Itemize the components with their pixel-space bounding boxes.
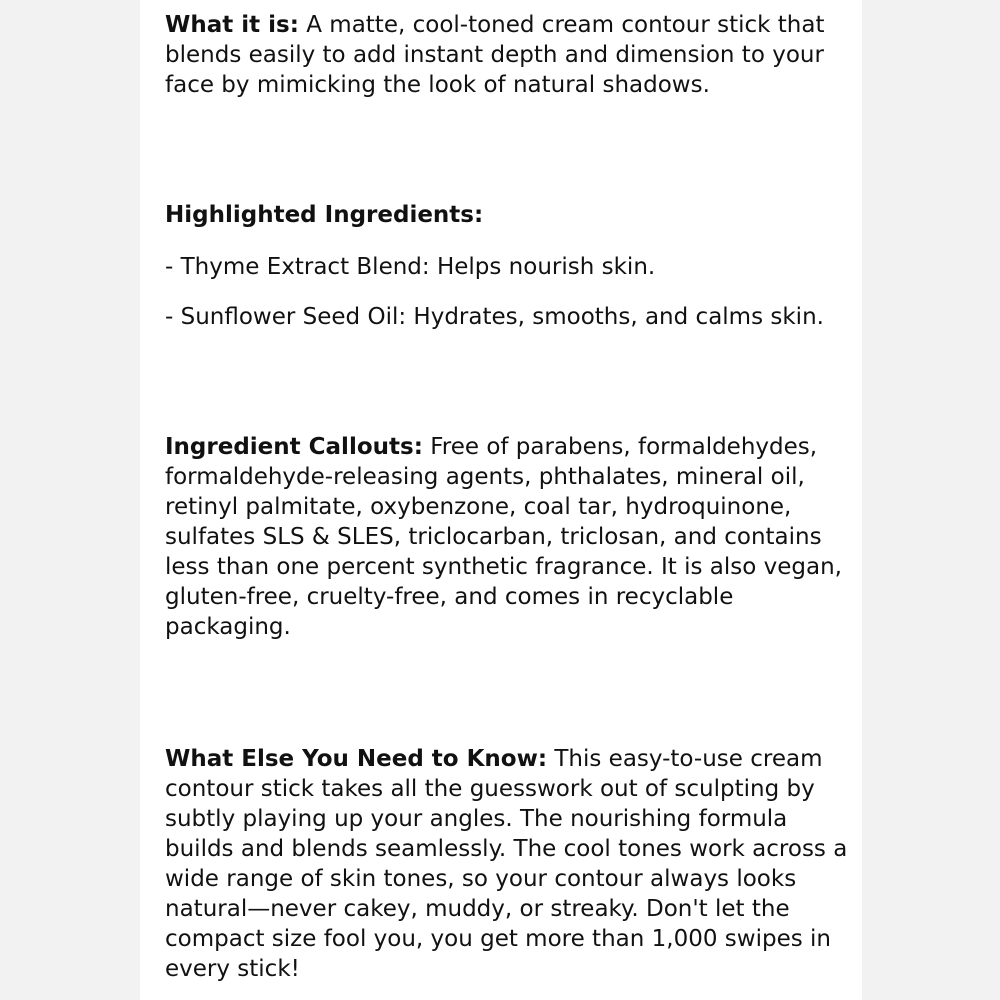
what-it-is-label: What it is: <box>165 12 299 38</box>
ingredient-list-item: - Sunflower Seed Oil: Hydrates, smooths, and calms skin. <box>165 304 824 330</box>
ingredient-callouts-paragraph <box>165 432 855 642</box>
what-it-is-text: A matte, cool-toned cream contour stick that blends easily to add instant depth and dimension to your face by mimicking the look of natural shadows. <box>165 12 825 98</box>
what-it-is-paragraph <box>165 10 855 100</box>
highlighted-ingredients-heading: Highlighted Ingredients: <box>165 202 484 228</box>
what-else-label: What Else You Need to Know: <box>165 746 548 772</box>
ingredient-list-item: - Thyme Extract Blend: Helps nourish skin. <box>165 254 656 280</box>
what-else-paragraph <box>165 744 855 984</box>
ingredient-callouts-label: Ingredient Callouts: <box>165 434 423 460</box>
what-else-text: This easy-to-use cream contour stick takes all the guesswork out of sculpting by subtly playing up your angles. The nourishing formula builds and blends seamlessly. The cool tones work across a wide range of skin tones, so your contour always looks natural—never cakey, muddy, or streaky. Don't let the compact size fool you, you get more than 1,000 swipes in every stick! <box>165 746 848 982</box>
product-description-panel <box>140 0 862 1000</box>
ingredient-callouts-text: Free of parabens, formaldehydes, formaldehyde-releasing agents, phthalates, mineral oil, retinyl palmitate, oxybenzone, coal tar, hydroquinone, sulfates SLS & SLES, triclocarban, triclosan, and contains less than one percent synthetic fragrance. It is also vegan, gluten-free, cruelty-free, and comes in recyclable packaging. <box>165 434 842 640</box>
